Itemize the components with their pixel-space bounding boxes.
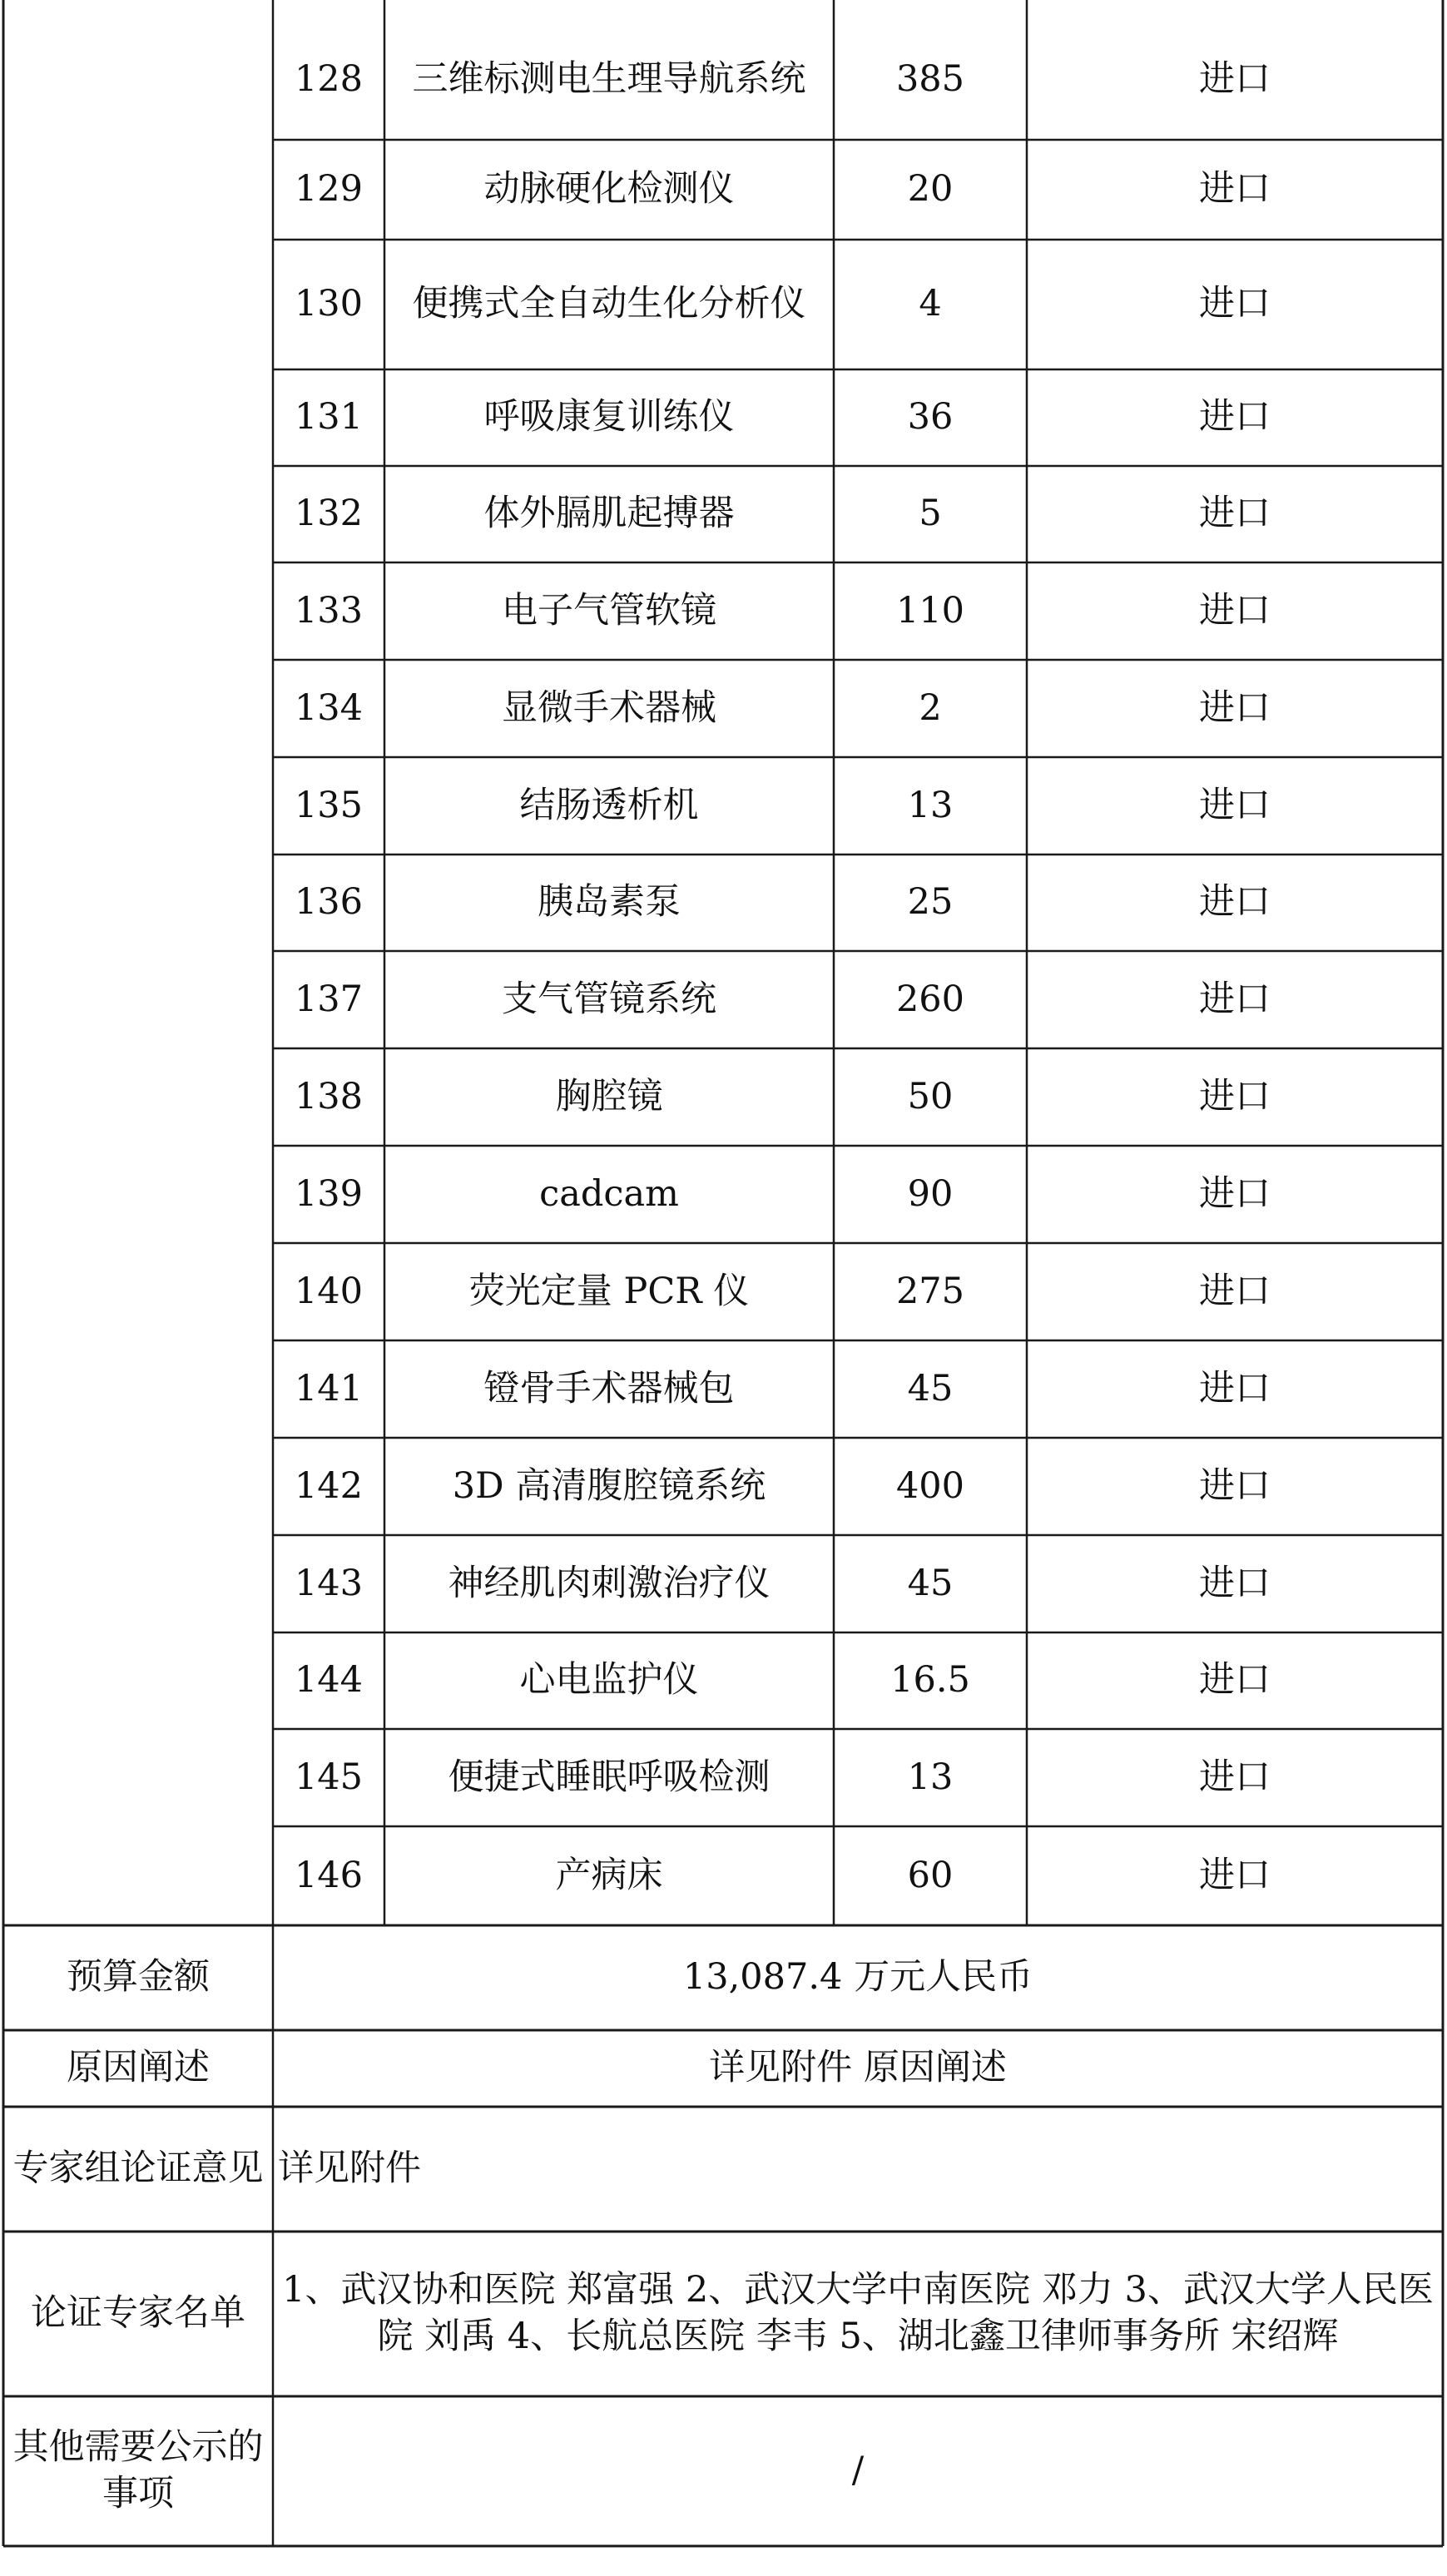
item-name-cell: 电子气管软镜 xyxy=(502,589,716,632)
item-name-cell: 三维标测电生理导航系统 xyxy=(412,58,806,101)
item-origin-cell: 进口 xyxy=(1199,168,1271,211)
item-budget-cell: 13 xyxy=(907,1756,954,1798)
item-number-cell: 133 xyxy=(294,589,364,632)
budget-label: 预算金额 xyxy=(67,1956,210,1999)
item-budget-cell: 110 xyxy=(895,589,965,632)
item-number-cell: 136 xyxy=(294,881,364,924)
other-matters-label: 其他需要公示的事项 xyxy=(12,2426,264,2514)
item-number-cell: 141 xyxy=(294,1367,364,1409)
budget-value: 13,087.4 万元人民币 xyxy=(682,1956,1033,1999)
item-name-cell: 3D 高清腹腔镜系统 xyxy=(452,1464,766,1507)
expert-opinion-label: 专家组论证意见 xyxy=(12,2147,264,2190)
item-name-cell: 便携式全自动生化分析仪 xyxy=(412,283,806,325)
item-budget-cell: 45 xyxy=(907,1367,954,1409)
item-origin-cell: 进口 xyxy=(1199,396,1271,438)
item-number-cell: 140 xyxy=(294,1270,364,1312)
item-name-cell: 结肠透析机 xyxy=(519,784,699,826)
item-budget-cell: 13 xyxy=(907,784,954,826)
item-name-cell: 胸腔镜 xyxy=(555,1075,663,1117)
item-origin-cell: 进口 xyxy=(1199,589,1271,632)
item-origin-cell: 进口 xyxy=(1199,1270,1271,1312)
other-matters-value: / xyxy=(851,2450,865,2492)
item-budget-cell: 50 xyxy=(907,1075,954,1117)
item-name-cell: 荧光定量 PCR 仪 xyxy=(468,1270,750,1312)
item-number-cell: 143 xyxy=(294,1562,364,1604)
item-origin-cell: 进口 xyxy=(1199,1367,1271,1409)
item-origin-cell: 进口 xyxy=(1199,978,1271,1020)
item-origin-cell: 进口 xyxy=(1199,1854,1271,1896)
item-number-cell: 142 xyxy=(294,1464,364,1507)
item-name-cell: 产病床 xyxy=(555,1854,663,1896)
item-origin-cell: 进口 xyxy=(1199,686,1271,729)
item-number-cell: 134 xyxy=(294,686,364,729)
item-origin-cell: 进口 xyxy=(1199,1562,1271,1604)
expert-list-value: 1、武汉协和医院 郑富强 2、武汉大学中南医院 邓力 3、武汉大学人民医院 刘禹 4、长航总医院 李韦 5、湖北鑫卫律师事务所 宋绍辉 xyxy=(282,2269,1434,2357)
item-budget-cell: 5 xyxy=(919,493,942,535)
item-budget-cell: 45 xyxy=(907,1562,954,1604)
item-name-cell: 支气管镜系统 xyxy=(502,978,716,1020)
expert-opinion-value: 详见附件 xyxy=(278,2147,421,2190)
item-budget-cell: 385 xyxy=(895,58,965,101)
item-number-cell: 132 xyxy=(294,493,364,535)
reason-value: 详见附件 原因阐述 xyxy=(709,2047,1007,2089)
item-name-cell: 镫骨手术器械包 xyxy=(483,1367,735,1409)
item-origin-cell: 进口 xyxy=(1199,881,1271,924)
item-origin-cell: 进口 xyxy=(1199,1075,1271,1117)
item-name-cell: 体外膈肌起搏器 xyxy=(483,493,735,535)
item-budget-cell: 275 xyxy=(895,1270,965,1312)
item-budget-cell: 36 xyxy=(907,396,954,438)
item-name-cell: 神经肌肉刺激治疗仪 xyxy=(448,1562,771,1604)
item-number-cell: 129 xyxy=(294,168,364,211)
item-budget-cell: 4 xyxy=(919,283,942,325)
item-number-cell: 130 xyxy=(294,283,364,325)
item-number-cell: 139 xyxy=(294,1172,364,1215)
item-budget-cell: 25 xyxy=(907,881,954,924)
item-number-cell: 131 xyxy=(294,396,364,438)
item-origin-cell: 进口 xyxy=(1199,1464,1271,1507)
reason-label: 原因阐述 xyxy=(67,2047,210,2089)
item-origin-cell: 进口 xyxy=(1199,1659,1271,1702)
item-name-cell: 便捷式睡眠呼吸检测 xyxy=(448,1756,771,1798)
item-number-cell: 135 xyxy=(294,784,364,826)
item-origin-cell: 进口 xyxy=(1199,784,1271,826)
item-name-cell: cadcam xyxy=(539,1172,679,1215)
item-budget-cell: 2 xyxy=(919,686,942,729)
item-number-cell: 144 xyxy=(294,1659,364,1702)
item-origin-cell: 进口 xyxy=(1199,58,1271,101)
item-budget-cell: 90 xyxy=(907,1172,954,1215)
item-origin-cell: 进口 xyxy=(1199,1756,1271,1798)
item-name-cell: 呼吸康复训练仪 xyxy=(483,396,735,438)
item-budget-cell: 60 xyxy=(907,1854,954,1896)
item-number-cell: 138 xyxy=(294,1075,364,1117)
item-budget-cell: 260 xyxy=(895,978,965,1020)
item-budget-cell: 16.5 xyxy=(890,1659,970,1702)
expert-list-label: 论证专家名单 xyxy=(31,2292,245,2335)
item-budget-cell: 20 xyxy=(907,168,954,211)
item-origin-cell: 进口 xyxy=(1199,283,1271,325)
item-number-cell: 137 xyxy=(294,978,364,1020)
item-number-cell: 146 xyxy=(294,1854,364,1896)
item-name-cell: 心电监护仪 xyxy=(519,1659,699,1702)
item-name-cell: 显微手术器械 xyxy=(502,686,716,729)
item-origin-cell: 进口 xyxy=(1199,493,1271,535)
item-number-cell: 128 xyxy=(294,58,364,101)
item-origin-cell: 进口 xyxy=(1199,1172,1271,1215)
item-name-cell: 动脉硬化检测仪 xyxy=(483,168,735,211)
item-budget-cell: 400 xyxy=(895,1464,965,1507)
item-number-cell: 145 xyxy=(294,1756,364,1798)
item-name-cell: 胰岛素泵 xyxy=(538,881,681,924)
